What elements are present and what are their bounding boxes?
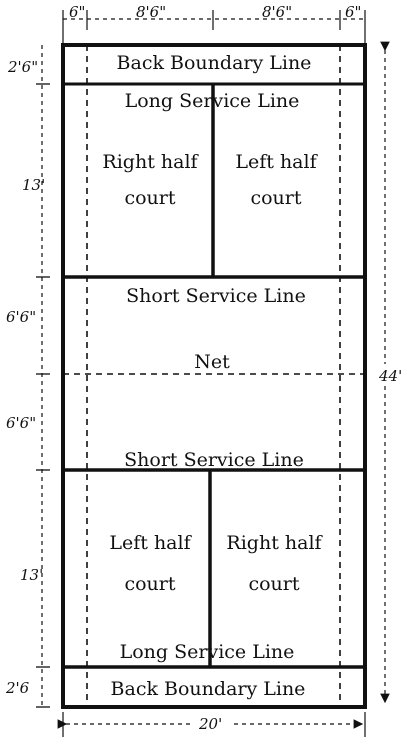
dim-length: 44' — [379, 367, 403, 385]
short-service-line-bottom-label: Short Service Line — [124, 449, 304, 471]
dim-left-short-top: 6'6" — [6, 308, 37, 326]
dim-top-mid-right: 8'6" — [262, 3, 293, 21]
left-half-court-top-line2: court — [250, 187, 302, 209]
left-half-court-top-line1: Left half — [235, 151, 317, 173]
left-half-court-bottom-line1: Left half — [109, 532, 191, 554]
dim-top-side-left: 6" — [69, 3, 86, 21]
left-half-court-bottom-line2: court — [124, 573, 176, 595]
net-label: Net — [194, 351, 230, 373]
right-half-court-top-line2: court — [124, 187, 176, 209]
right-half-court-top-line1: Right half — [102, 151, 198, 173]
long-service-line-bottom-label: Long Service Line — [119, 641, 295, 663]
dim-top-side-right: 6" — [345, 3, 362, 21]
long-service-line-top-label: Long Service Line — [124, 90, 300, 112]
back-boundary-line-bottom-label: Back Boundary Line — [110, 678, 306, 700]
back-boundary-line-top-label: Back Boundary Line — [116, 52, 312, 74]
dim-top-mid-left: 8'6" — [136, 3, 167, 21]
dim-left-back: 2'6" — [8, 58, 39, 76]
right-half-court-bottom-line1: Right half — [226, 532, 322, 554]
dim-left-short-bottom: 6'6" — [6, 414, 37, 432]
dim-left-back-bottom: 2'6 — [6, 679, 30, 697]
right-half-court-bottom-line2: court — [248, 573, 300, 595]
dim-left-half-bottom: 13' — [20, 566, 44, 584]
short-service-line-top-label: Short Service Line — [126, 285, 306, 307]
dim-width: 20' — [199, 715, 223, 733]
dim-left-half: 13' — [22, 176, 46, 194]
